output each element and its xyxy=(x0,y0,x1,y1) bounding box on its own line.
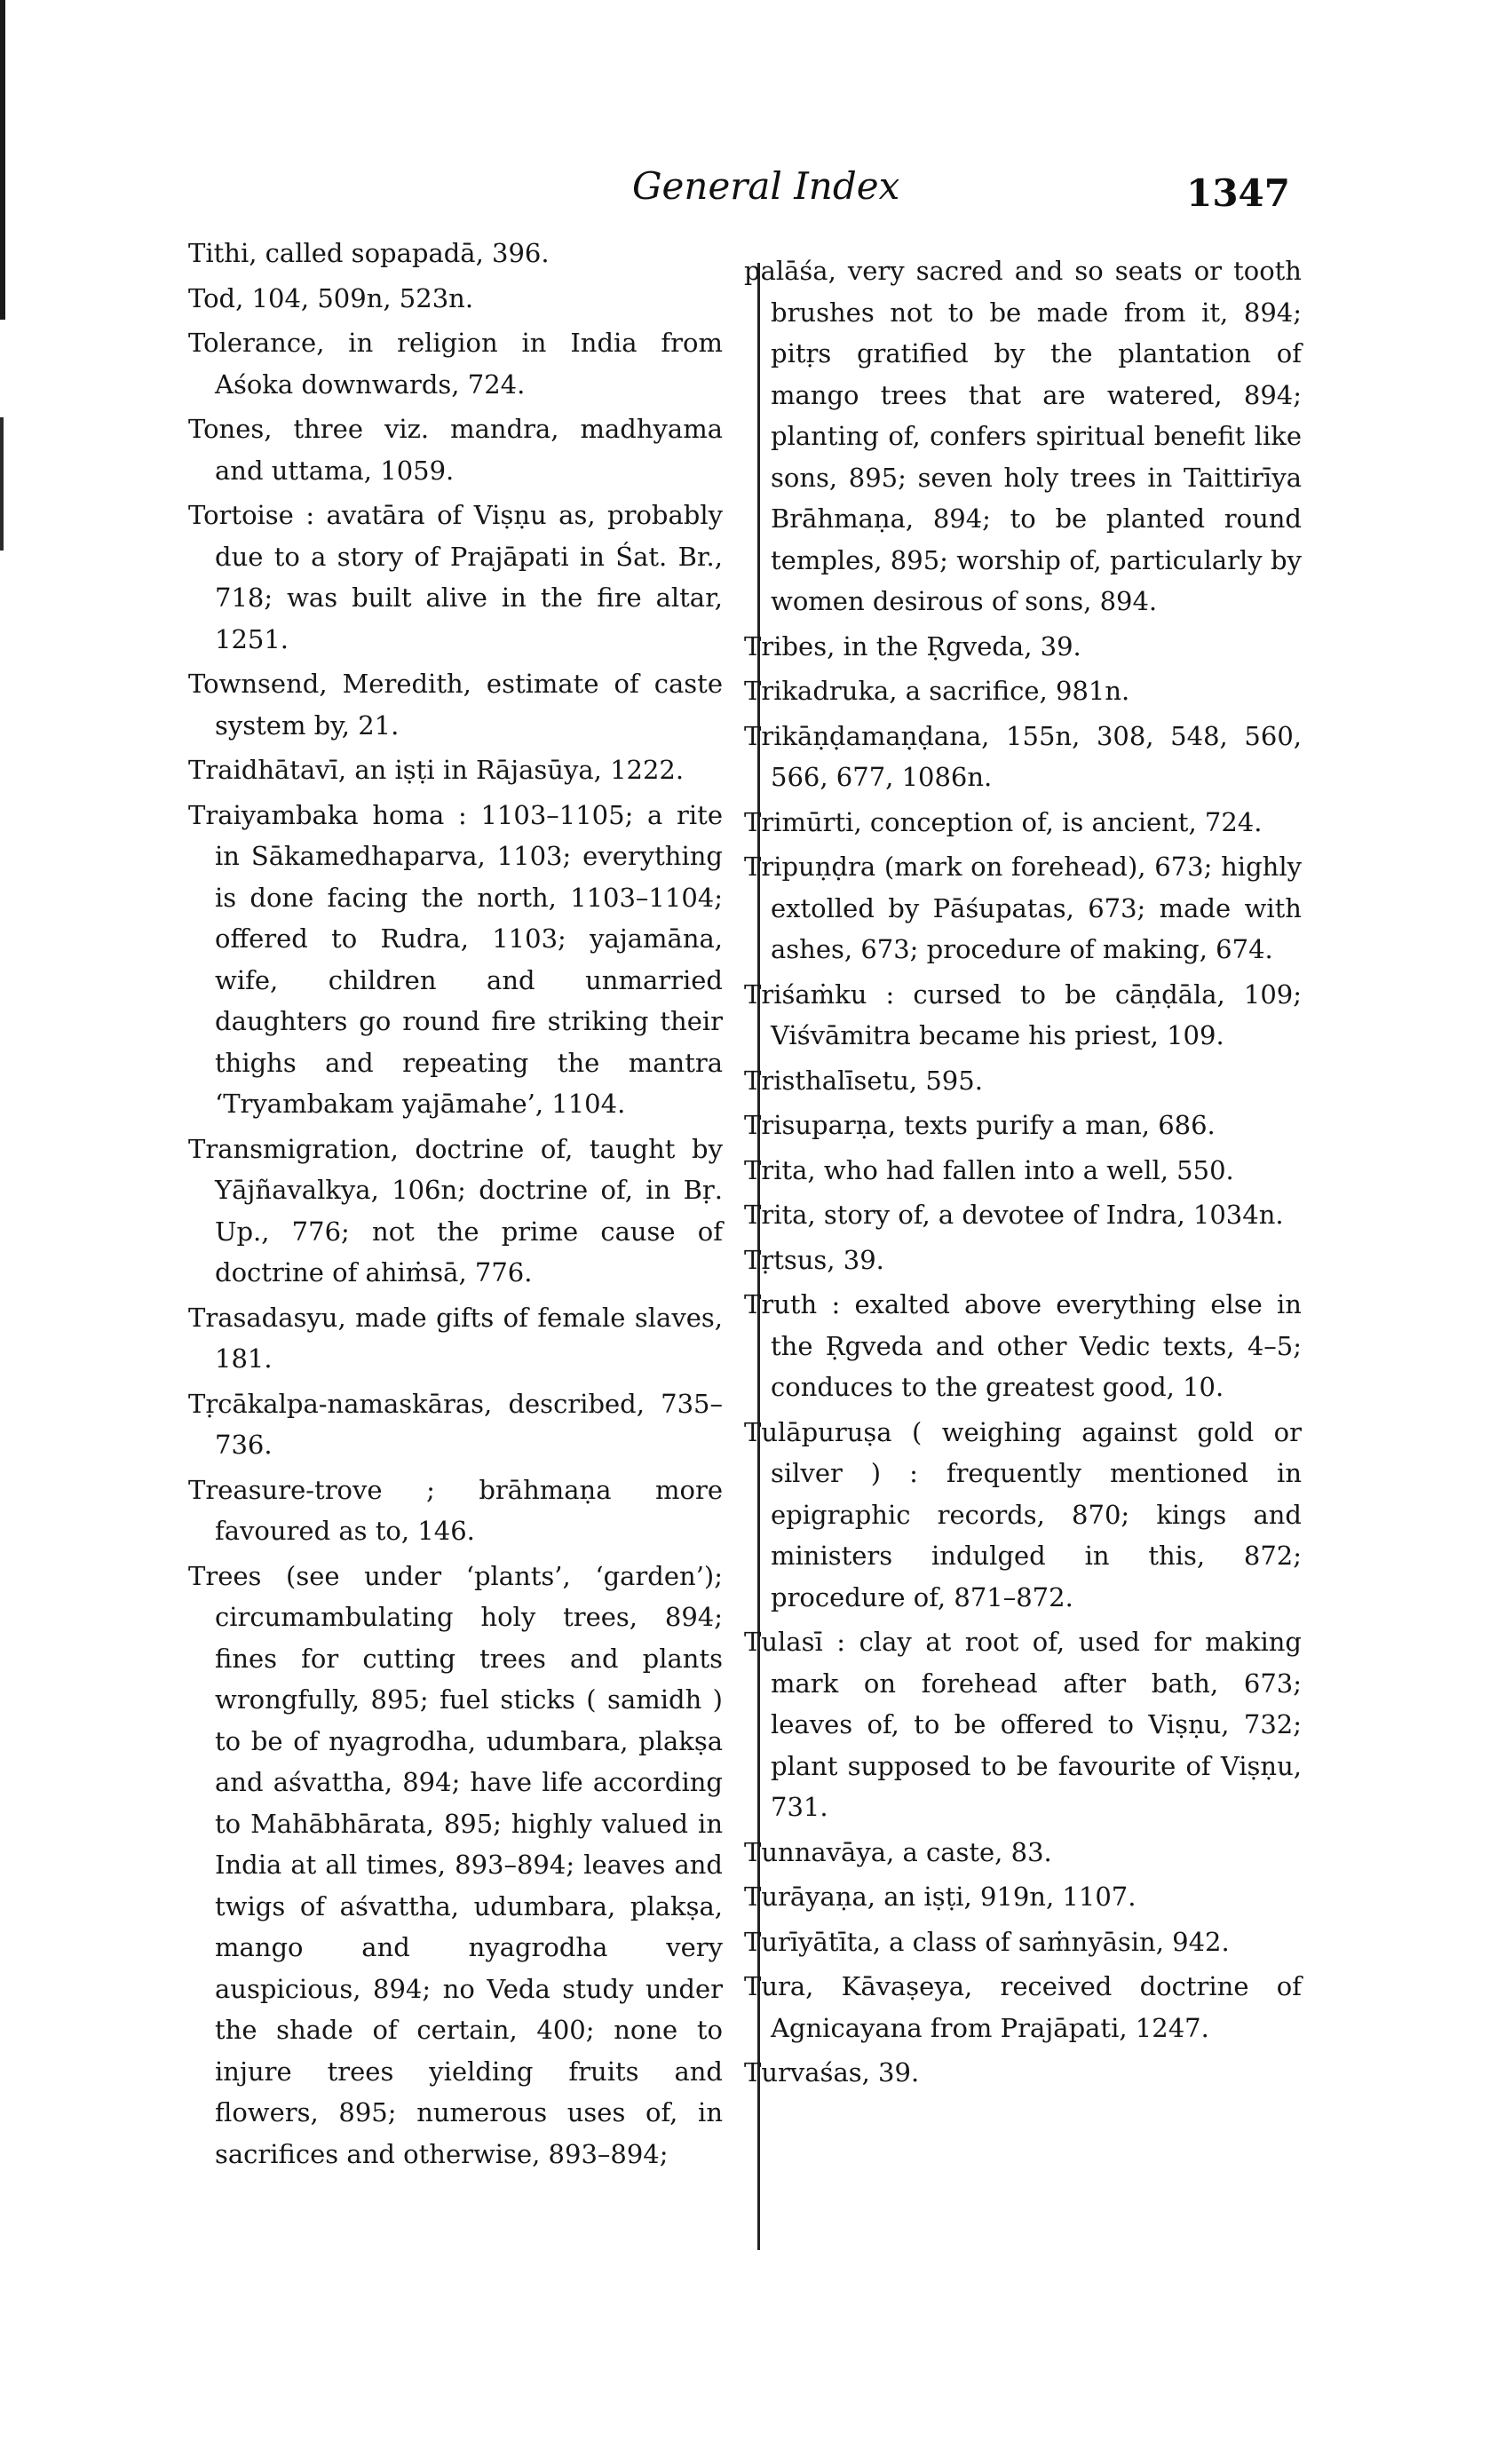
index-entry: Tulāpuruṣa ( weighing against gold or silver ) : frequently mentioned in epigraphic records, 870; kings and ministers indulged in this, 872; procedure of, 871–872. xyxy=(744,1416,1302,1612)
index-entry: Turīyātīta, a class of saṁnyāsin, 942. xyxy=(744,1926,1230,1957)
index-entry: Tripuṇḍra (mark on forehead), 673; highly extolled by Pāśupatas, 673; made with ashes, 673; procedure of making, 674. xyxy=(744,852,1302,964)
index-entry: Turāyaṇa, an iṣṭi, 919n, 1107. xyxy=(744,1882,1137,1912)
index-entry: Trisuparṇa, texts purify a man, 686. xyxy=(744,1110,1216,1140)
index-entry: Trikāṇḍamaṇḍana, 155n, 308, 548, 560, 566, 677, 1086n. xyxy=(744,720,1302,792)
index-entry: Treasure-trove ; brāhmaṇa more favoured as to, 146. xyxy=(188,1474,723,1546)
index-entry: Tulasī : clay at root of, used for making mark on forehead after bath, 673; leaves of, to be offered to Viṣṇu, 732; plant supposed to be favourite of Viṣṇu, 731. xyxy=(744,1627,1302,1822)
index-entry: Triśaṁku : cursed to be cāṇḍāla, 109; Viśvāmitra became his priest, 109. xyxy=(744,978,1302,1050)
index-entry: Tones, three viz. mandra, madhyama and uttama, 1059. xyxy=(188,414,723,486)
index-column-right xyxy=(744,250,1302,2097)
scan-edge-mark xyxy=(0,0,5,320)
running-head: General Index xyxy=(632,164,900,208)
index-entry: Townsend, Meredith, estimate of caste system by, 21. xyxy=(188,669,723,741)
index-entry: Traidhātavī, an iṣṭi in Rājasūya, 1222. xyxy=(188,755,685,785)
index-column-left xyxy=(188,233,723,2178)
index-entry: Tura, Kāvaṣeya, received doctrine of Agnicayana from Prajāpati, 1247. xyxy=(744,1971,1302,2043)
index-entry: Tunnavāya, a caste, 83. xyxy=(744,1836,1052,1867)
page-number: 1347 xyxy=(1186,171,1290,215)
index-entry: Tṛcākalpa-namaskāras, described, 735–736. xyxy=(188,1388,723,1460)
page-header xyxy=(0,164,1489,226)
index-entry: Tithi, called sopapadā, 396. xyxy=(188,238,550,268)
index-entry: Truth : exalted above everything else in the Ṛgveda and other Vedic texts, 4–5; conduces to the greatest good, 10. xyxy=(744,1289,1302,1402)
index-entry: Trita, story of, a devotee of Indra, 1034n. xyxy=(744,1200,1284,1230)
index-entry: Trita, who had fallen into a well, 550. xyxy=(744,1154,1234,1185)
index-entry: Transmigration, doctrine of, taught by Yājñavalkya, 106n; doctrine of, in Bṛ. Up., 776; not the prime cause of doctrine of ahiṁsā, 776. xyxy=(188,1133,723,1287)
scan-edge-mark xyxy=(0,417,4,551)
index-entry: Tortoise : avatāra of Viṣṇu as, probably due to a story of Prajāpati in Śat. Br., 718; was built alive in the fire altar, 1251. xyxy=(188,500,723,654)
index-entry: palāśa, very sacred and so seats or tooth brushes not to be made from it, 894; pitṛs gratified by the plantation of mango trees that are watered, 894; planting of, confers spiritual benefit like sons, 895; seven holy trees in Taittirīya Brāhmaṇa, 894; to be planted round temples, 895; worship of, particularly by women desirous of sons, 894. xyxy=(744,256,1302,616)
index-entry: Traiyambaka homa : 1103–1105; a rite in Sākamedhaparva, 1103; everything is done facing the north, 1103–1104; offered to Rudra, 1103; yajamāna, wife, children and unmarried daughters go round fire striking their thighs and repeating the mantra ‘Tryambakam yajāmahe’, 1104. xyxy=(188,799,723,1119)
index-entry: Turvaśas, 39. xyxy=(744,2057,920,2088)
index-entry: Tod, 104, 509n, 523n. xyxy=(188,282,474,313)
index-entry: Trikadruka, a sacrifice, 981n. xyxy=(744,676,1130,706)
index-entry: Tristhalīsetu, 595. xyxy=(744,1065,983,1096)
index-entry: Tribes, in the Ṛgveda, 39. xyxy=(744,630,1081,662)
index-entry: Trees (see under ‘plants’, ‘garden’); circumambulating holy trees, 894; fines for cutting trees and plants wrongfully, 895; fuel sticks ( samidh ) to be of nyagrodha, udumbara, plakṣa and aśvattha, 894; have life according to Mahābhārata, 895; highly valued in India at all times, 893–894; leaves and twigs of aśvattha, udumbara, plakṣa, mango and nyagrodha very auspicious, 894; no Veda study under the shade of certain, 400; none to injure trees yielding fruits and flowers, 895; numerous uses of, in sacrifices and otherwise, 893–894; xyxy=(188,1560,723,2169)
index-entry: Trasadasyu, made gifts of female slaves, 181. xyxy=(188,1302,723,1374)
index-entry: Tṛtsus, 39. xyxy=(744,1244,884,1275)
index-entry: Tolerance, in religion in India from Aśoka downwards, 724. xyxy=(188,328,723,400)
index-entry: Trimūrti, conception of, is ancient, 724. xyxy=(744,806,1263,837)
